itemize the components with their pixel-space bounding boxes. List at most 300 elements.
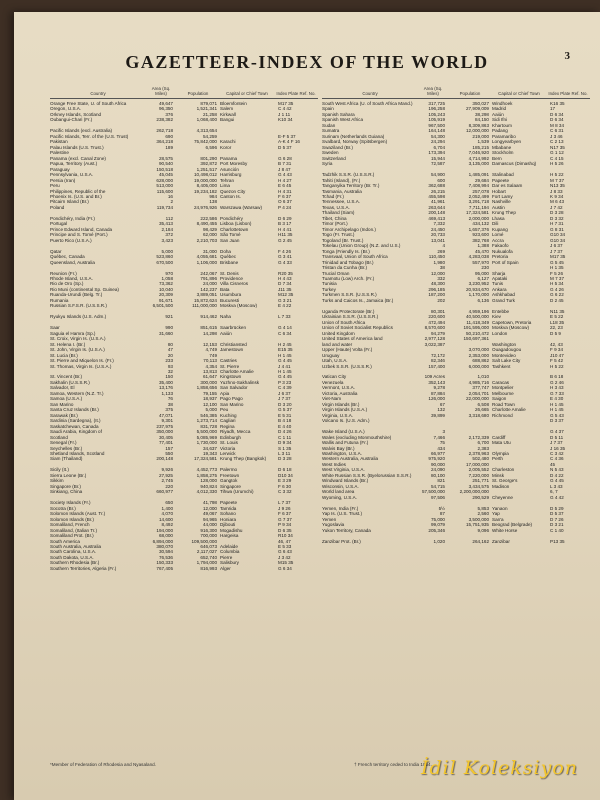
entry-area: 513,000 (156, 183, 173, 189)
entry-index-ref: C 4 39 (278, 385, 292, 391)
entry-area: 194,000 (156, 527, 173, 533)
entry-capital: Canton Is. (220, 193, 241, 199)
entry-index-ref: H 7 31 (550, 221, 564, 227)
entry-index-ref: E 4 22 (278, 303, 292, 309)
entry-index-ref: R20 35 (278, 270, 293, 276)
entry-index-ref: E 3 29 (278, 478, 292, 484)
page-number: 3 (564, 50, 570, 62)
entry-population: 31,000 (202, 248, 217, 254)
entry-population: 38,298 (474, 111, 489, 117)
entry-capital: Nukualofa (492, 248, 513, 254)
entry-name: Rio de Oro (Sp.) (50, 281, 84, 287)
entry-capital: Pago Pago (220, 396, 243, 402)
entry-name: Ukrainian S.S.R. (U.S.S.R.) (322, 314, 379, 320)
entry-name: Surinam (Netherlands Guiana) (322, 133, 385, 139)
entry-index-ref: G 8 31 (550, 226, 564, 232)
entry-index-ref: D 6 34 (550, 117, 564, 123)
entry-name: Switzerland (322, 155, 346, 161)
entry-index-ref: M17 35 (550, 254, 566, 260)
entry-area: 9,301 (161, 418, 173, 424)
entry-population: 21,258 (202, 111, 217, 117)
entry-capital: Saarbrücken (220, 325, 247, 331)
entry-population: 984 (209, 193, 217, 199)
entry-capital: Sohano (220, 511, 236, 517)
entry-capital: St. George's (492, 478, 518, 484)
entry-name: Pacific Islands (excl. Australia) (50, 128, 113, 134)
entry-index-ref: G 4 37 (550, 429, 564, 435)
entry-area: 13,176 (158, 385, 173, 391)
entry-population: 128,000 (200, 478, 217, 484)
entry-index-ref: E 4 30 (550, 396, 564, 402)
entry-population: 7,711,194 (468, 204, 489, 210)
entry-capital: Singapore (220, 483, 241, 489)
entry-index-ref: D10 34 (278, 472, 293, 478)
entry-population: 111,000,000 (192, 303, 217, 309)
entry-name: Utah, U.S.A. (322, 358, 348, 364)
entry-index-ref: J 16 35 (550, 445, 566, 451)
entry-name: Rumania (50, 297, 69, 303)
entry-index-ref: D 5 29 (550, 505, 564, 511)
entry-name: Solomon Islands (Br.) (50, 516, 94, 522)
entry-capital: Saigon (492, 396, 507, 402)
entry-population: 2,054,701 (468, 390, 489, 396)
entry-index-ref: D 6 18 (278, 467, 292, 473)
entry-index-ref: H 1 45 (550, 401, 564, 407)
entry-name: Viet-Nam (322, 396, 342, 402)
entry-index-ref: H 5 34 (550, 281, 564, 287)
entry-index-ref: J 8 33 (550, 188, 563, 194)
entry-population: 19,000,000 (194, 177, 217, 183)
entry-index-ref: J 6 37 (278, 390, 291, 396)
entry-population: 290,529 (472, 494, 489, 500)
entry-name: Sudan (322, 122, 336, 128)
entry-area: 75,000 (430, 516, 445, 522)
entry-area: 24,294 (430, 139, 445, 145)
entry-population: 1,858,275 (196, 472, 217, 478)
entry-population: 191,595,000 (463, 325, 489, 331)
entry-area: 72,172 (430, 352, 445, 358)
entry-population: 41,798 (202, 500, 217, 506)
entry-area: 550 (165, 451, 173, 456)
entry-index-ref: E-F 5 37 (278, 133, 296, 139)
entry-population: 6,508 (477, 401, 489, 407)
entry-population: 652,740 (200, 554, 217, 560)
entry-name: Poland (50, 204, 65, 210)
entry-area: 352,143 (428, 379, 445, 385)
entry-index-ref: H 4 41 (278, 226, 292, 232)
entry-area: 94,279 (430, 330, 445, 336)
entry-capital: Kirkwall (220, 111, 236, 117)
entry-name: Wallis and Futuna (Fr.) (322, 440, 369, 446)
entry-capital: Aaiún (492, 111, 504, 117)
entry-area: 821 (437, 478, 445, 484)
entry-name: Washington, U.S.A. (322, 451, 362, 456)
entry-index-ref: O 6 37 (278, 199, 292, 205)
entry-name: St. Vincent (Br.) (50, 374, 83, 380)
entry-name: Timor Archipelago (Indon.) (322, 226, 376, 232)
entry-name: Orange Free State, U. of South Africa (50, 101, 127, 106)
entry-population: 2,172,339 (468, 434, 489, 440)
entry-area: 31,660 (158, 330, 173, 336)
entry-name: Somaliland, French (50, 522, 90, 528)
entry-name: Palestine (50, 150, 69, 156)
entry-population: 4,714,992 (468, 155, 489, 161)
entry-population: 79,155 (202, 390, 217, 396)
entry-area: 112 (165, 215, 173, 221)
right-index-column (322, 82, 590, 544)
entry-index-ref: B 7 31 (278, 161, 292, 167)
entry-area: 200,148 (156, 456, 173, 462)
entry-index-ref: G 4 42 (550, 494, 564, 500)
entry-capital: Hobart (492, 188, 506, 194)
entry-index-ref: M15 35 (278, 560, 294, 566)
entry-area: 455,598 (428, 193, 445, 199)
entry-index-ref: G10 34 (550, 237, 566, 243)
entry-population: 1,388 (477, 243, 489, 249)
entry-area: 80 (167, 341, 173, 347)
entry-index-ref: G 4 45 (278, 358, 292, 364)
entry-capital: Charlotte Amalie (492, 407, 526, 413)
entry-population: 12,100 (202, 401, 217, 407)
entry-capital: Moskva (Moscow) (492, 325, 530, 331)
entry-area: 76,536 (158, 554, 173, 560)
entry-index-ref: D 3 21 (550, 522, 564, 528)
entry-index-ref: H 1 45 (550, 407, 564, 413)
entry-index-ref: G 4 43 (278, 172, 292, 178)
entry-area: 157,400 (428, 363, 445, 369)
entry-area: 45,045 (158, 172, 173, 178)
header-index-ref: Index Plate Ref. No. (276, 91, 316, 96)
entry-capital: Cardiff (492, 434, 506, 440)
entry-population: 7,408,994 (468, 183, 489, 189)
entry-area: 150,333 (156, 560, 173, 566)
entry-index-ref: D 6 34 (550, 111, 564, 117)
entry-area: 10,040 (158, 286, 173, 292)
entry-capital: Edinburgh (220, 434, 241, 440)
entry-index-ref: H11 35 (278, 232, 293, 238)
entry-capital: Stockholm (492, 150, 514, 156)
entry-name: San Marino (50, 401, 74, 407)
entry-index-ref: G 4 45 (550, 478, 564, 484)
entry-index-ref: C 3 42 (550, 451, 564, 456)
entry-area: 14,600 (158, 516, 173, 522)
entry-capital: Warszawa (Warsaw) (220, 204, 263, 210)
entry-area: 7,332 (433, 221, 445, 227)
entry-area: 24,090 (430, 467, 445, 473)
entry-population: 5,853 (477, 505, 489, 511)
entry-index-ref: 6, 7 (550, 489, 558, 495)
entry-population: 1,858,656 (196, 385, 217, 391)
entry-area: 317,725 (428, 101, 445, 106)
entry-index-ref: G 5 37 (278, 407, 292, 413)
entry-capital: Adelaide (220, 543, 238, 549)
entry-area: 3,022,387 (424, 341, 445, 347)
entry-name: Virgin Islands (Br.) (322, 401, 360, 407)
entry-index-ref: G10 34 (550, 232, 566, 238)
entry-index-ref: J 1 11 (278, 111, 291, 117)
entry-name: Turks and Caicos Is., Jamaica (Br.) (322, 297, 394, 303)
entry-name: Yugoslavia (322, 522, 345, 528)
entry-index-ref: 45 (550, 461, 556, 467)
entry-name: Tennessee, U.S.A. (322, 199, 361, 205)
entry-name: Saudi Arabia, Kingdom of (50, 429, 102, 435)
entry-capital: Mata Utu (492, 440, 511, 446)
entry-population: 54,259 (202, 133, 217, 139)
entry-name: White Russian S.S.R. (Byelorussian S.S.R.) (322, 472, 412, 478)
entry-capital: Lomé (492, 232, 504, 238)
entry-index-ref: E 5 22 (550, 314, 564, 320)
entry-index-ref: 17 (550, 106, 556, 112)
entry-population: 392,872 (200, 161, 217, 167)
entry-capital: Paramaribo (492, 133, 516, 139)
entry-index-ref: G 6 28 (278, 155, 292, 161)
page-title: GAZETTEER-INDEX OF THE WORLD (125, 52, 489, 72)
entry-capital: Kupang (492, 226, 508, 232)
entry-population: 6,127 (477, 276, 489, 281)
entry-name: Tokelau (Union Group) (N.Z. and U.S.) (322, 243, 401, 249)
entry-name: Yap Is. (U.S. Trust.) (322, 511, 362, 517)
entry-name: Samoa, Western (N.Z. Tr.) (50, 390, 104, 396)
entry-index-ref: E 4 40 (278, 423, 292, 429)
entry-population: 24,000 (202, 281, 217, 287)
entry-area: 109 Acres (424, 374, 445, 380)
entry-population: 2,353,000 (468, 352, 489, 358)
entry-index-ref: J 7 37 (550, 248, 563, 254)
entry-area: 75 (439, 440, 445, 446)
entry-population: 70,113 (203, 358, 217, 364)
entry-area: 660,977 (156, 489, 173, 495)
entry-population: 4,012,330 (196, 489, 217, 495)
entry-population: 5,000 (205, 407, 217, 413)
entry-population: 22,000,000 (466, 396, 489, 402)
entry-capital: Mogadishu (220, 527, 243, 533)
entry-name: Uzbek S.S.R. (U.S.S.R.) (322, 363, 372, 369)
entry-capital: Melbourne (492, 390, 514, 396)
entry-capital: Port Moresby (220, 161, 248, 167)
entry-area: 38 (167, 401, 173, 407)
entry-index-ref: H 3 43 (550, 385, 564, 391)
entry-population: 3,889,051 (196, 292, 217, 298)
entry-index-ref: N11 35 (550, 308, 565, 314)
entry-name: Sweden (322, 150, 339, 156)
entry-population: 95,000 (474, 270, 489, 276)
entry-area: 5½ (438, 505, 445, 511)
entry-name: Socotra (Br.) (50, 505, 76, 511)
entry-name: Togoland (Br. Trust.) (322, 237, 364, 243)
entry-population: 19,234,182 (194, 188, 217, 194)
entry-index-ref: H 5 26 (550, 161, 564, 167)
entry-name: Tanganyika Territory (Br. Tr.) (322, 183, 380, 189)
entry-index-ref: H 4 27 (278, 177, 292, 183)
entry-capital: Fort Lamy (492, 193, 513, 199)
entry-capital: Kiev (492, 314, 501, 320)
entry-index-ref: E 6 45 (278, 183, 292, 189)
entry-name: St. Pierre and Miquelon Is. (Fr.) (50, 358, 114, 364)
entry-population: 4,985,716 (468, 379, 489, 385)
entry-population: 10,498,012 (194, 172, 217, 178)
entry-area: 4,070 (161, 511, 173, 517)
entry-population: 6,700 (477, 440, 489, 446)
entry-area: 26,215 (430, 188, 445, 194)
entry-capital: Nashville (492, 199, 511, 205)
entry-population: 377,747 (472, 385, 489, 391)
entry-area: 32 (167, 368, 173, 374)
entry-index-ref: D 7 34 (278, 281, 292, 287)
entry-index-ref: L 3 11 (278, 451, 291, 456)
entry-name: Tasmania, Australia (322, 188, 362, 194)
entry-capital: Doha (220, 248, 231, 254)
entry-index-ref: N 5 43 (550, 467, 564, 473)
entry-population: 12,000 (202, 505, 217, 511)
entry-capital: Djibouti (220, 522, 236, 528)
entry-area: 9,278 (433, 385, 445, 391)
entry-area: 35,400 (158, 379, 173, 385)
entry-area: 91,671 (158, 297, 173, 303)
entry-area: 670,500 (156, 259, 173, 265)
entry-capital: Entebbe (492, 308, 510, 314)
entry-name: Pitcairn Island (Br.) (50, 199, 89, 205)
entry-area: 119,734 (156, 204, 173, 210)
entry-population: 3,318,680 (468, 412, 489, 418)
entry-index-ref: G 6 43 (278, 549, 292, 555)
entry-population: 2,210,703 (196, 237, 217, 243)
entry-population: 4,354 (205, 363, 217, 369)
entry-area: 469,413 (428, 215, 445, 221)
entry-capital: Lima (220, 183, 230, 189)
entry-area: 30,594 (158, 549, 173, 555)
entry-name: Senegal (Fr.) (50, 440, 77, 446)
entry-index-ref: D 7 26 (550, 516, 564, 522)
entry-capital: Bern (492, 155, 502, 161)
entry-capital: Charlottetown (220, 226, 249, 232)
entry-name: Tunisia (322, 281, 337, 287)
entry-area: 57,500,000 (422, 489, 445, 495)
entry-index-ref: 42, 43 (550, 341, 563, 347)
entry-capital: San Salvador (220, 385, 248, 391)
entry-area: 20,733 (430, 232, 445, 238)
entry-name: Volcano Is. (U.S. Adm.) (322, 418, 370, 424)
index-row (50, 566, 318, 571)
entry-capital: Krung Thep (Bangkok) (220, 456, 267, 462)
entry-capital: Madison (492, 483, 510, 489)
entry-index-ref: G 2 46 (550, 379, 564, 385)
entry-index-ref: C 1 40 (550, 527, 564, 533)
entry-area: 9,926 (161, 467, 173, 473)
entry-area: 99,079 (430, 522, 445, 528)
entry-name: Vermont, U.S.A. (322, 385, 355, 391)
entry-area: 16 (167, 193, 173, 199)
entry-name: Uganda Protectorate (Br.) (322, 308, 375, 314)
entry-capital: Quezon City (220, 188, 246, 194)
entry-index-ref: M 7 37 (550, 177, 565, 183)
entry-index-ref: H 4 43 (278, 276, 292, 281)
entry-name: Qatar (50, 248, 62, 254)
entry-capital: Salem (220, 106, 234, 112)
entry-index-ref: J 3 46 (550, 133, 563, 139)
entry-population: 13,813 (202, 368, 217, 374)
entry-name: Saar (50, 325, 60, 331)
entry-name: Union of South Africa (322, 319, 366, 325)
entry-index-ref: H 1 35 (550, 265, 564, 271)
entry-area: 20 (167, 352, 173, 358)
entry-name: Paraguay (50, 166, 70, 172)
entry-name: Yemen, India (Fr.) (322, 505, 359, 511)
entry-population: 185,215 (472, 144, 489, 150)
entry-name: Sicily (It.) (50, 467, 69, 473)
entry-population: 19,343 (202, 451, 217, 456)
entry-name: Trinidad and Tobago (Br.) (322, 259, 374, 265)
entry-name: Sumatra (322, 128, 340, 134)
entry-population: 27,909,009 (466, 106, 489, 112)
entry-area: 66,977 (430, 451, 445, 456)
footnote-left: *Member of Federation of Rhodesia and Nyasaland. (50, 762, 156, 767)
entry-index-ref: C 4 15 (550, 155, 564, 161)
entry-name: Svalbard, Norway (Spitsbergen) (322, 139, 388, 145)
entry-name: Rhode Island, U.S.A. (50, 276, 93, 281)
entry-area: 54,900 (430, 172, 445, 178)
entry-population: 4,283,038 (468, 254, 489, 260)
entry-capital: St. Denis (220, 270, 239, 276)
entry-area: 27,925 (158, 472, 173, 478)
entry-index-ref: G 4 45 (278, 374, 292, 380)
entry-area: 173,394 (428, 150, 445, 156)
entry-name: Sardinia (Sardegna), (It.) (50, 418, 101, 424)
header-country: Country (90, 91, 106, 96)
entry-population: 6,136 (477, 297, 489, 303)
entry-capital: Québec (220, 254, 237, 260)
header-area: Area (Sq. Miles) (151, 86, 171, 96)
entry-name: Shetland Islands, Scotland (50, 451, 105, 456)
entry-area: 126,000 (428, 396, 445, 402)
entry-population: 4,452,773 (196, 467, 217, 473)
entry-area: 67 (439, 401, 445, 407)
entry-area: 6,501,500 (152, 303, 173, 309)
entry-index-ref: G 4 14 (278, 325, 292, 331)
entry-population: 1,521,341 (196, 106, 217, 112)
entry-index-ref: E15 35 (278, 347, 293, 353)
entry-capital: Pierre (220, 554, 233, 560)
entry-capital: Palermo (220, 467, 238, 473)
entry-name: Somaliland Prot. (Br.) (50, 533, 94, 539)
entry-capital: Lerwick (220, 451, 236, 456)
entry-capital: San Marino (220, 401, 244, 407)
entry-population: 264,162 (472, 538, 489, 544)
entry-index-ref: 46, 47 (278, 538, 291, 544)
entry-name: Tchad (Fr.) (322, 193, 344, 199)
entry-name: Puerto Rico (U.S.A.) (50, 237, 92, 243)
entry-index-ref: D 5 37 (550, 511, 564, 517)
entry-area: 523,860 (156, 254, 173, 260)
entry-area: 350,000 (156, 429, 173, 435)
entry-name: South Carolina, U.S.A. (50, 549, 97, 555)
entry-index-ref: F 9 34 (550, 347, 564, 353)
entry-index-ref: J 7 37 (550, 440, 563, 446)
entry-capital: Beograd (Belgrade) (492, 522, 533, 528)
entry-population: 2,560 (477, 511, 489, 517)
entry-capital: Tihwa (Urumchi) (220, 489, 254, 495)
entry-name: Portugal (50, 221, 68, 227)
entry-population: 7,046,920 (468, 150, 489, 156)
entry-area: 97,506 (430, 494, 445, 500)
entry-capital: Cagliari (220, 418, 236, 424)
entry-population: 851,615 (200, 325, 217, 331)
entry-population: 916,300 (200, 527, 217, 533)
entry-capital: Tehran (220, 177, 235, 183)
entry-name: St. Croix, Virgin Is. (U.S.A.) (50, 336, 106, 342)
entry-name: Tadzhik S.S.R. (U.S.S.R.) (322, 172, 375, 178)
entry-area: 105,243 (428, 111, 445, 117)
entry-name: Pakistan (50, 139, 68, 145)
